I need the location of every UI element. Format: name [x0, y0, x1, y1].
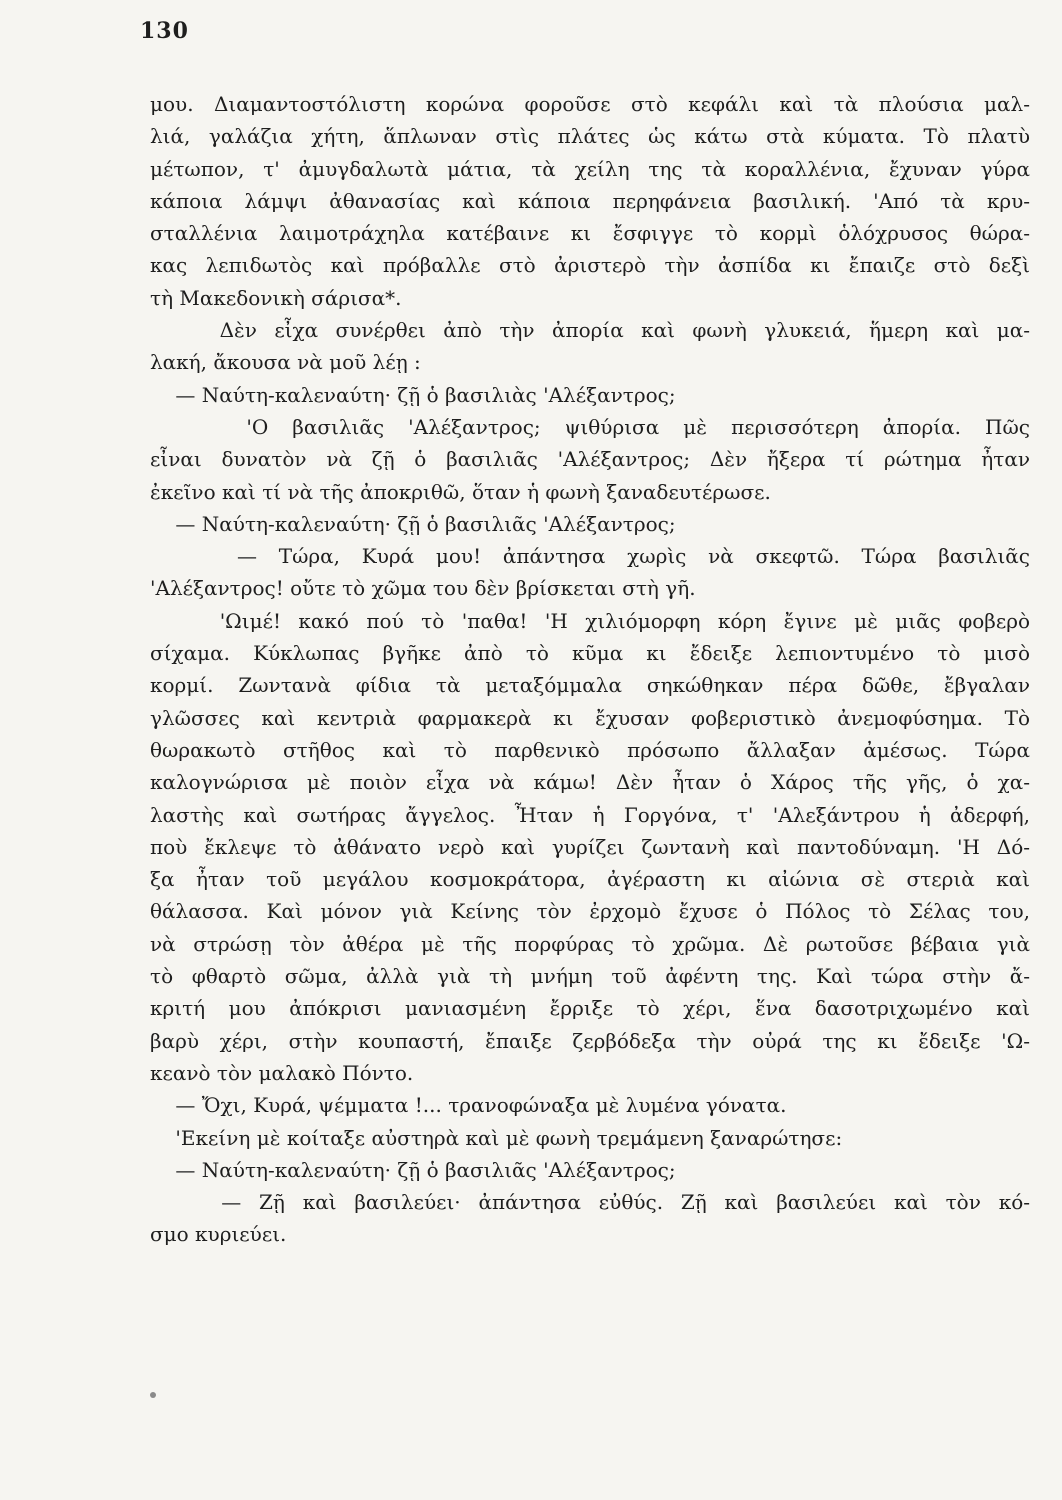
text-line: σμο κυριεύει. [150, 1222, 287, 1247]
text-line: 'Εκείνη μὲ κοίταξε αὐστηρὰ καὶ μὲ φωνὴ τρεμάμενη ξαναρώτησε: [150, 1125, 843, 1150]
print-speck [150, 1392, 156, 1398]
text-line: κεανὸ τὸν μαλακὸ Πόντο. [150, 1060, 414, 1085]
text-line: — Τώρα, Κυρά μου! ἀπάντησα χωρὶς νὰ σκεφτῶ. Τώρα βασιλιᾶς [150, 544, 1030, 569]
text-line: κας λεπιδωτὸς καὶ πρόβαλλε στὸ ἀριστερὸ τὴν ἀσπίδα κι ἔπαιζε στὸ δεξὶ [150, 253, 1030, 278]
text-line: 'Ο βασιλιᾶς 'Αλέξαντρος; ψιθύρισα μὲ περισσότερη ἀπορία. Πῶς [150, 414, 1030, 439]
text-line: τὸ φθαρτὸ σῶμα, ἀλλὰ γιὰ τὴ μνήμη τοῦ ἀφέντη της. Καὶ τώρα στὴν ἄ- [150, 964, 1030, 989]
text-line: θωρακωτὸ στῆθος καὶ τὸ παρθενικὸ πρόσωπο ἄλλαξαν ἀμέσως. Τώρα [150, 737, 1030, 762]
text-line: σταλλένια λαιμοτράχηλα κατέβαινε κι ἔσφιγγε τὸ κορμὶ ὁλόχρυσος θώρα- [150, 221, 1030, 246]
text-line: 'Αλέξαντρος! οὔτε τὸ χῶμα του δὲν βρίσκεται στὴ γῆ. [150, 576, 696, 601]
text-line: ξα ἦταν τοῦ μεγάλου κοσμοκράτορα, ἀγέραστη κι αἰώνια σὲ στεριὰ καὶ [150, 867, 1030, 892]
text-line: γλῶσσες καὶ κεντριὰ φαρμακερὰ κι ἔχυσαν φοβεριστικὸ ἀνεμοφύσημα. Τὸ [150, 705, 1030, 730]
text-line: — Ναύτη-καλεναύτη· ζῇ ὁ βασιλιᾶς 'Αλέξαντρος; [150, 1157, 676, 1182]
text-line: — Ναύτη-καλεναύτη· ζῇ ὁ βασιλιὰς 'Αλέξαντρος; [150, 382, 676, 407]
body-text [150, 88, 1030, 1251]
text-line: καλογνώρισα μὲ ποιὸν εἶχα νὰ κάμω! Δὲν ἦταν ὁ Χάρος τῆς γῆς, ὁ χα- [150, 770, 1030, 795]
text-line: κριτή μου ἀπόκρισι μανιασμένη ἔρριξε τὸ χέρι, ἕνα δασοτριχωμένο καὶ [150, 996, 1030, 1021]
text-line: λαστὴς καὶ σωτήρας ἄγγελος. Ἦταν ἡ Γοργόνα, τ' 'Αλεξάντρου ἡ ἀδερφή, [150, 802, 1030, 827]
text-line: 'Ωιμέ! κακό πού τὸ 'παθα! 'Η χιλιόμορφη κόρη ἔγινε μὲ μιᾶς φοβερὸ [150, 608, 1030, 633]
text-line: κορμί. Ζωντανὰ φίδια τὰ μεταξόμμαλα σηκώθηκαν πέρα δῶθε, ἔβγαλαν [150, 673, 1030, 698]
text-line: — Ζῇ καὶ βασιλεύει· ἀπάντησα εὐθύς. Ζῇ καὶ βασιλεύει καὶ τὸν κό- [150, 1190, 1030, 1215]
text-line: μέτωπον, τ' ἀμυγδαλωτὰ μάτια, τὰ χείλη της τὰ κοραλλένια, ἔχυναν γύρα [150, 156, 1030, 181]
text-line: λακή, ἄκουσα νὰ μοῦ λέῃ : [150, 350, 421, 375]
text-line: κάποια λάμψι ἀθανασίας καὶ κάποια περηφάνεια βασιλική. 'Από τὰ κρυ- [150, 188, 1030, 213]
text-line: θάλασσα. Καὶ μόνον γιὰ Κείνης τὸν ἐρχομὸ ἔχυσε ὁ Πόλος τὸ Σέλας του, [150, 899, 1030, 924]
text-line: μου. Διαμαντοστόλιστη κορώνα φοροῦσε στὸ κεφάλι καὶ τὰ πλούσια μαλ- [150, 92, 1030, 116]
text-line: ἐκεῖνο καὶ τί νὰ τῆς ἀποκριθῶ, ὅταν ἡ φωνὴ ξαναδευτέρωσε. [150, 479, 771, 504]
text-line: νὰ στρώσῃ τὸν ἀθέρα μὲ τῆς πορφύρας τὸ χρῶμα. Δὲ ρωτοῦσε βέβαια γιὰ [150, 931, 1030, 956]
text-line: Δὲν εἶχα συνέρθει ἀπὸ τὴν ἀπορία καὶ φωνὴ γλυκειά, ἥμερη καὶ μα- [150, 318, 1030, 343]
page-number: 130 [140, 18, 189, 44]
text-line: εἶναι δυνατὸν νὰ ζῇ ὁ βασιλιᾶς 'Αλέξαντρος; Δὲν ἤξερα τί ρώτημα ἦταν [150, 447, 1030, 472]
text-line: — Ὄχι, Κυρά, ψέμματα !... τρανοφώναξα μὲ λυμένα γόνατα. [150, 1093, 787, 1118]
text-line: τὴ Μακεδονικὴ σάρισα*. [150, 285, 402, 310]
text-line: σίχαμα. Κύκλωπας βγῆκε ἀπὸ τὸ κῦμα κι ἔδειξε λεπιοντυμένο τὸ μισὸ [150, 641, 1030, 666]
text-line: — Ναύτη-καλεναύτη· ζῇ ὁ βασιλιᾶς 'Αλέξαντρος; [150, 511, 676, 536]
text-line: λιά, γαλάζια χήτη, ἅπλωναν στὶς πλάτες ὡς κάτω στὰ κύματα. Τὸ πλατὺ [150, 124, 1030, 149]
text-line: βαρὺ χέρι, στὴν κουπαστή, ἔπαιξε ζερβόδεξα τὴν οὐρά της κι ἔδειξε 'Ω- [150, 1028, 1030, 1053]
text-line: ποὺ ἔκλεψε τὸ ἀθάνατο νερὸ καὶ γυρίζει ζωντανὴ καὶ παντοδύναμη. 'Η Δό- [150, 834, 1030, 859]
